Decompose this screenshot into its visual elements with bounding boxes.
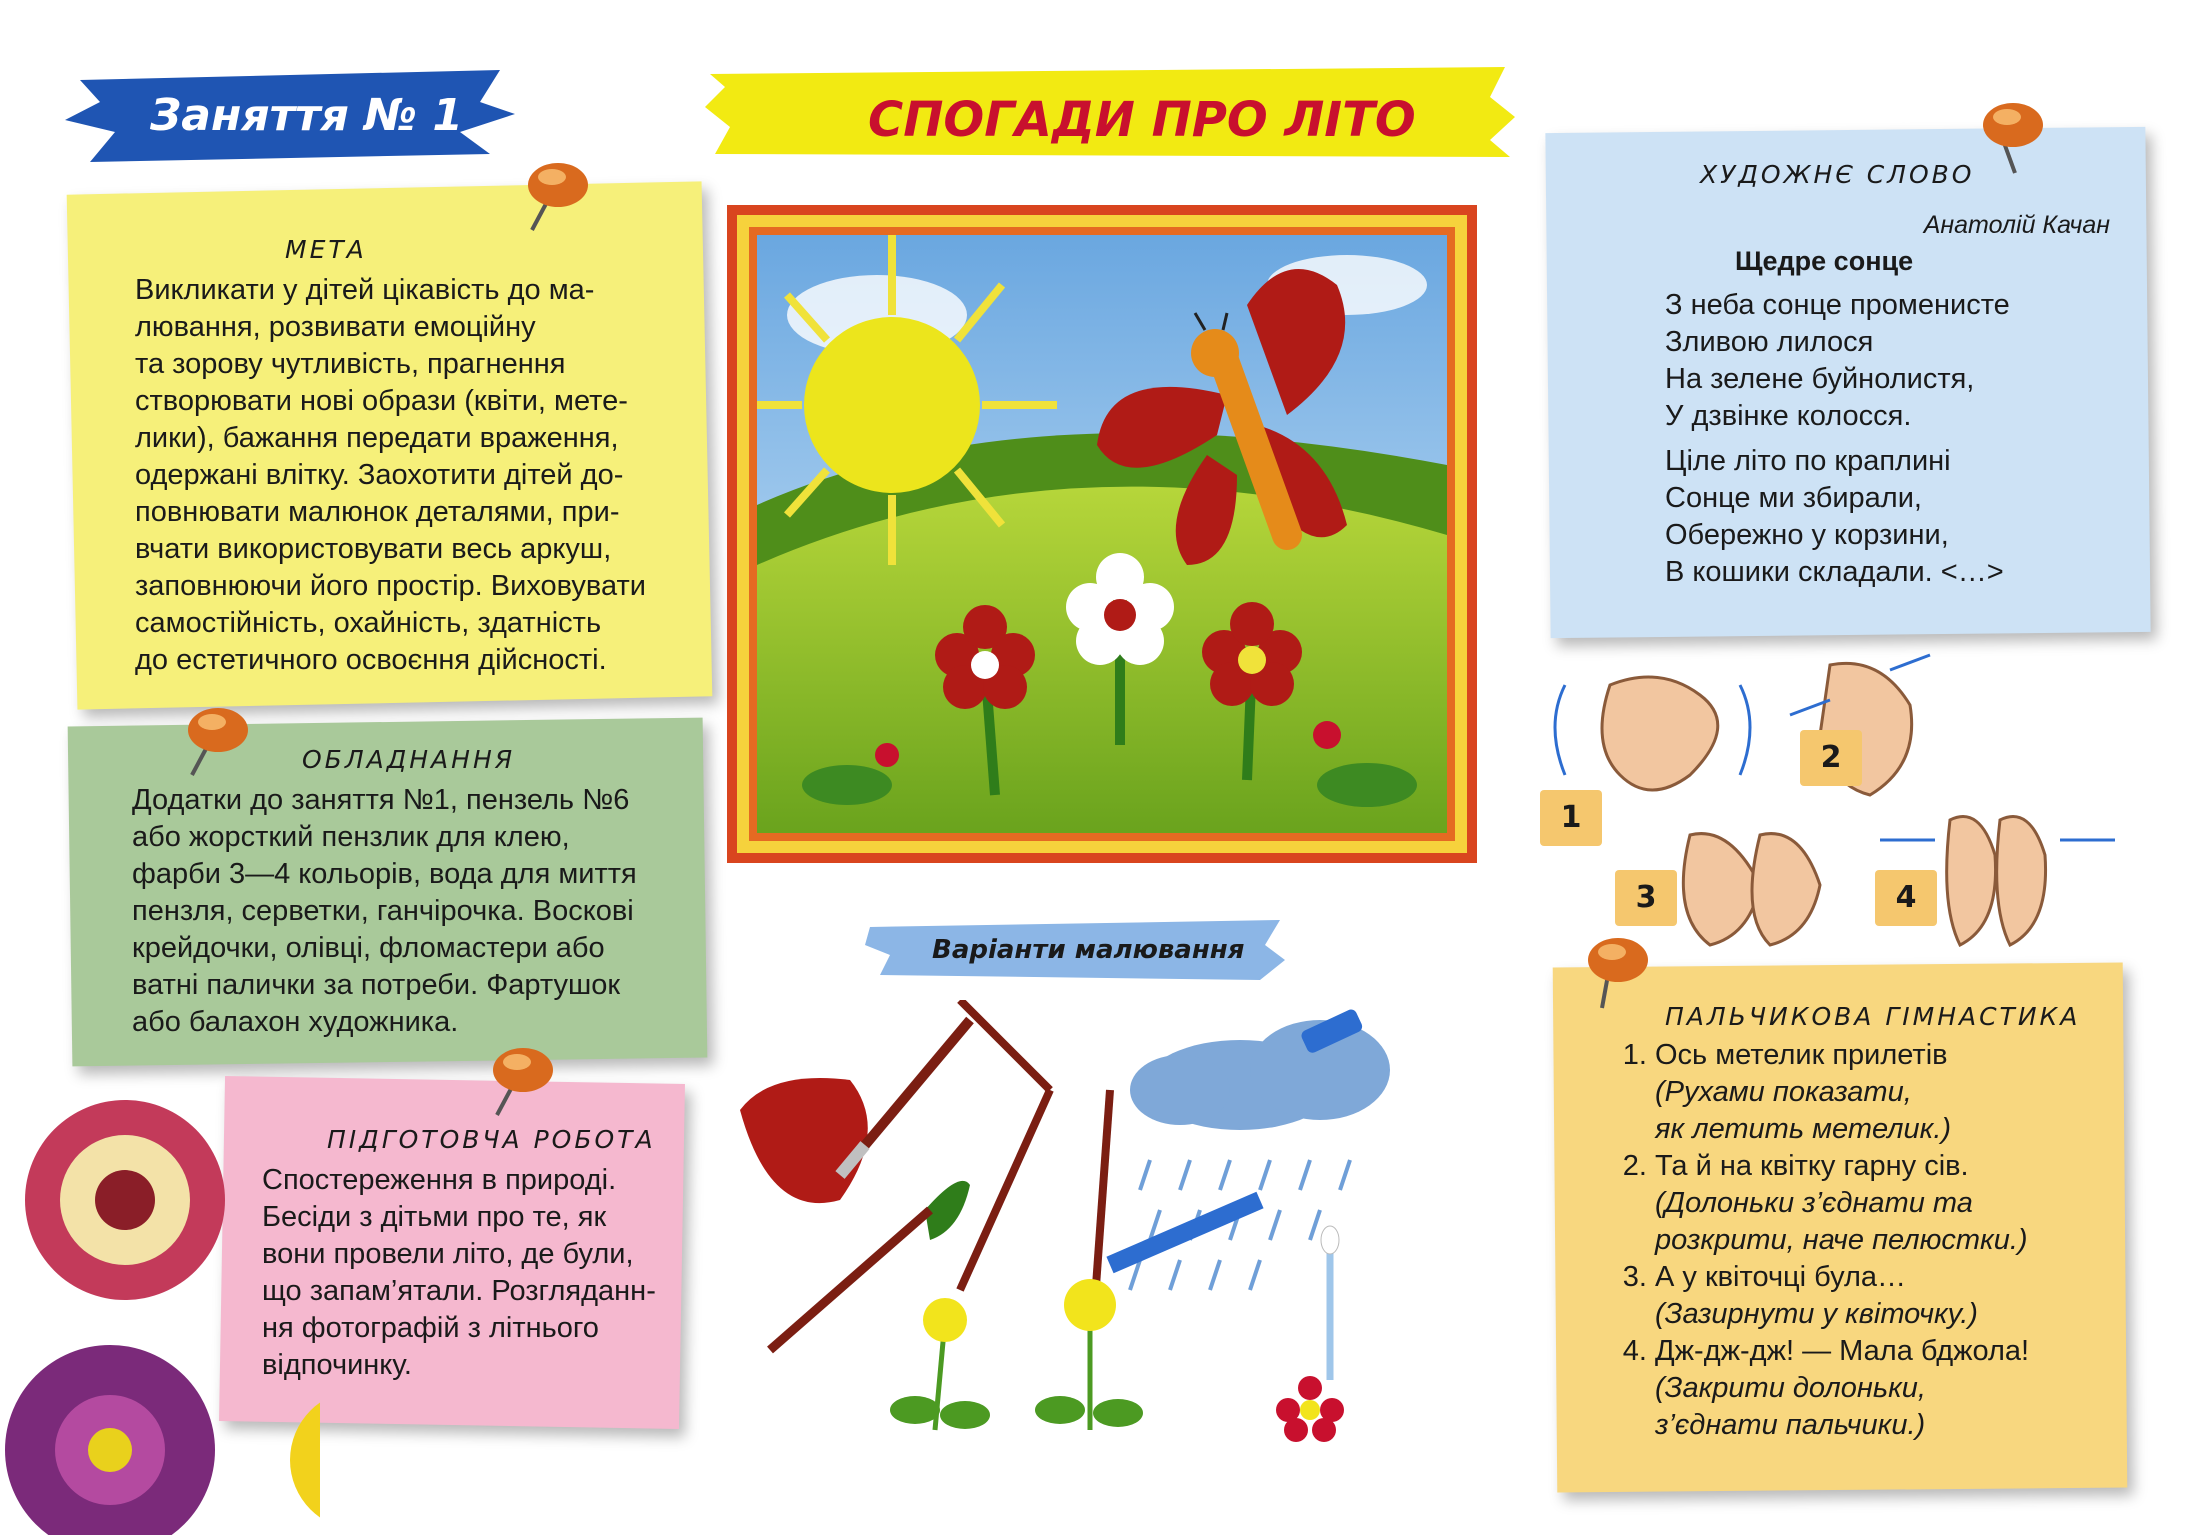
paint-blob	[740, 1078, 868, 1203]
poem-content	[1580, 160, 2120, 591]
decorative-flowers	[0, 1090, 320, 1535]
sun	[804, 317, 980, 493]
pin-icon	[1975, 95, 2045, 175]
swab-flower-icon	[1276, 1376, 1344, 1442]
step-number: 2	[1800, 730, 1862, 786]
pin-icon	[485, 1040, 555, 1120]
equipment-title: ОБЛАДНАННЯ	[302, 745, 516, 774]
rain-icon	[1130, 1160, 1350, 1290]
variants-label: Варіанти малювання	[932, 935, 1245, 965]
poem-stanza-2: Ціле літо по краплині Сонце ми збирали, Обережно у корзини, В кошики складали. <…>	[1665, 445, 2004, 588]
equipment-text: Додатки до заняття №1, пензель №6 або жорсткий пензлик для клею, фарби 3—4 кольорів, вода для миття пензля, серветки, ганчірочка. Воскові крейдочки, олівці, фломастери або ватні палички за потреби. Фартушок або балахон художника.	[132, 784, 637, 1038]
step-number: 4	[1875, 870, 1937, 926]
list-item: 1. Ось метелик прилетів (Рухами показати, як летить метелик.)	[1655, 1037, 2115, 1148]
leaf-shape	[925, 1181, 970, 1240]
poem-author: Анатолій Качан	[1923, 211, 2110, 239]
drawing-variants	[730, 1000, 1510, 1470]
brush-icon	[770, 1210, 930, 1350]
yellow-flower-icon	[290, 1390, 320, 1530]
goal-title: МЕТА	[285, 235, 367, 264]
cloud-icon	[1130, 1020, 1390, 1130]
goal-text: Викликати у дітей цікавість до ма- лювання, розвивати емоційну та зорову чутливість, прагнення створювати нові образи (квіти, мете- лики), бажання передати враження, одержані влітку. Заохотити дітей до- повнювати малюнок деталями, при- вчати використовувати весь аркуш, заповнюючи його простір. Виховувати самостійність, охайність, здатність до естетичного освоєння дійсності.	[135, 274, 646, 676]
hands-crossed-icon	[1602, 677, 1718, 790]
step-number: 3	[1615, 870, 1677, 926]
lesson-label: Заняття № 1	[150, 90, 464, 141]
summer-picture	[727, 205, 1477, 863]
hands-open-icon	[1683, 834, 1760, 945]
list-item: 2. Та й на квітку гарну сів. (Долоньки з’єднати та розкрити, наче пелюстки.)	[1655, 1148, 2115, 1259]
dandelion-icon	[1035, 1279, 1143, 1430]
pin-icon	[520, 155, 590, 235]
gymnastics-content	[1585, 1002, 2115, 1444]
prep-content	[262, 1125, 672, 1384]
poem-section-title: ХУДОЖНЄ СЛОВО	[1700, 160, 1975, 189]
prep-text: Спостереження в природі. Бесіди з дітьми про те, як вони провели літо, де були, що запам’ятали. Розгляданн- ня фотографій з літнього відпочинку.	[262, 1164, 656, 1381]
pencil-icon	[1110, 1200, 1260, 1265]
prep-title: ПІДГОТОВЧА РОБОТА	[327, 1125, 656, 1154]
brush-icon	[1095, 1090, 1110, 1300]
equipment-content	[132, 745, 692, 1041]
aster-flower-icon	[25, 1100, 225, 1300]
purple-aster-icon	[5, 1345, 215, 1535]
gymnastics-list	[1585, 1037, 2115, 1444]
brush-icon	[960, 1000, 1050, 1090]
page-title: СПОГАДИ ПРО ЛІТО	[868, 92, 1416, 148]
hands-closed-icon	[1947, 817, 1996, 945]
list-item: 3. А у квіточці була… (Зазирнути у квіточку.)	[1655, 1259, 2115, 1333]
step-number: 1	[1540, 790, 1602, 846]
poem-stanza-1: З неба сонце променисте Зливою лилося На зелене буйнолистя, У дзвінке колосся.	[1665, 289, 2010, 432]
goal-content	[135, 235, 675, 679]
list-item: 4. Дж-дж-дж! — Мала бджола! (Закрити долоньки, з’єднати пальчики.)	[1655, 1333, 2115, 1444]
poem-title: Щедре сонце	[1735, 246, 1914, 276]
dandelion-icon	[890, 1298, 990, 1430]
gymnastics-title: ПАЛЬЧИКОВА ГІМНАСТИКА	[1665, 1002, 2081, 1031]
pin-icon	[180, 700, 250, 780]
